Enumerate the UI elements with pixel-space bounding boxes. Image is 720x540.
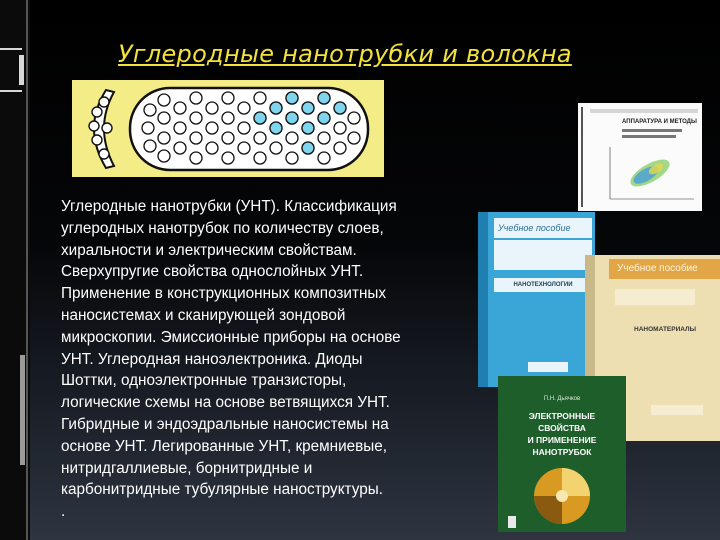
book-cover-nanotechnology bbox=[478, 212, 595, 387]
decor-line bbox=[0, 48, 22, 50]
nanotube-image bbox=[72, 80, 384, 177]
body-line: Применение в конструкционных композитных bbox=[61, 285, 387, 303]
body-line: карбонитридные тубулярные наноструктуры. bbox=[61, 481, 383, 499]
book-cover-apparatus bbox=[578, 103, 702, 211]
book-title: НАНОТЕХНОЛОГИИ bbox=[494, 278, 592, 292]
book-author-block bbox=[494, 240, 592, 270]
body-line: хиральности и электрическим свойствам. bbox=[61, 241, 357, 259]
body-trailing-mark: . bbox=[61, 503, 66, 521]
book-subtitle-line bbox=[622, 135, 676, 138]
book-spine bbox=[478, 212, 488, 387]
book-cover-nanotube-properties bbox=[498, 376, 626, 532]
book-series-label: Учебное пособие bbox=[494, 218, 592, 238]
body-line: микроскопии. Эмиссионные приборы на основе bbox=[61, 328, 401, 346]
body-line: нитридгаллиевые, борнитридные и bbox=[61, 459, 313, 477]
book-publisher-logo bbox=[508, 516, 516, 528]
book-author-line bbox=[590, 109, 698, 113]
body-line: Углеродные нанотрубки (УНТ). Классификация bbox=[61, 198, 397, 215]
decor-bar bbox=[19, 55, 24, 85]
body-line: УНТ. Углеродная наноэлектроника. Диоды bbox=[61, 350, 363, 368]
book-title: НАНОМАТЕРИАЛЫ bbox=[634, 326, 696, 333]
book-scatter-graphic bbox=[606, 143, 696, 203]
book-title: АППАРАТУРА И МЕТОДЫ bbox=[622, 119, 697, 125]
book-spine-line bbox=[581, 107, 583, 207]
book-subtitle-line bbox=[622, 129, 682, 132]
book-series-label: Учебное пособие bbox=[609, 259, 720, 279]
book-title-line: И ПРИМЕНЕНИЕ bbox=[527, 435, 597, 445]
body-line: наносистемах и сканирующей зондовой bbox=[61, 306, 346, 324]
slide-title: Углеродные нанотрубки и волокна bbox=[118, 40, 572, 68]
book-author-block bbox=[615, 289, 695, 305]
book-title-line: НАНОТРУБОК bbox=[532, 447, 592, 457]
body-line: Сверхупругие свойства однослойных УНТ. bbox=[61, 263, 364, 281]
decor-line bbox=[0, 90, 22, 92]
body-line: логические схемы на основе ветвящихся УНТ. bbox=[61, 394, 390, 412]
decor-bar bbox=[20, 355, 25, 465]
book-title-line: ЭЛЕКТРОННЫЕ bbox=[528, 411, 596, 421]
body-line: Шоттки, одноэлектронные транзисторы, bbox=[61, 372, 347, 390]
book-publisher-block bbox=[651, 405, 703, 415]
book-author: П.Н. Дьячков bbox=[543, 396, 581, 402]
nanotube-illustration bbox=[72, 80, 384, 177]
book-publisher-block bbox=[528, 362, 568, 372]
book-sphere-graphic bbox=[524, 460, 600, 526]
book-title-line: СВОЙСТВА bbox=[538, 423, 586, 433]
body-line: углеродных нанотрубок по количеству слоев, bbox=[61, 219, 384, 237]
body-text bbox=[61, 196, 463, 523]
body-line: основе УНТ. Легированные УНТ, кремниевые, bbox=[61, 437, 388, 455]
body-line: Гибридные и эндоэдральные наносистемы на bbox=[61, 415, 389, 433]
